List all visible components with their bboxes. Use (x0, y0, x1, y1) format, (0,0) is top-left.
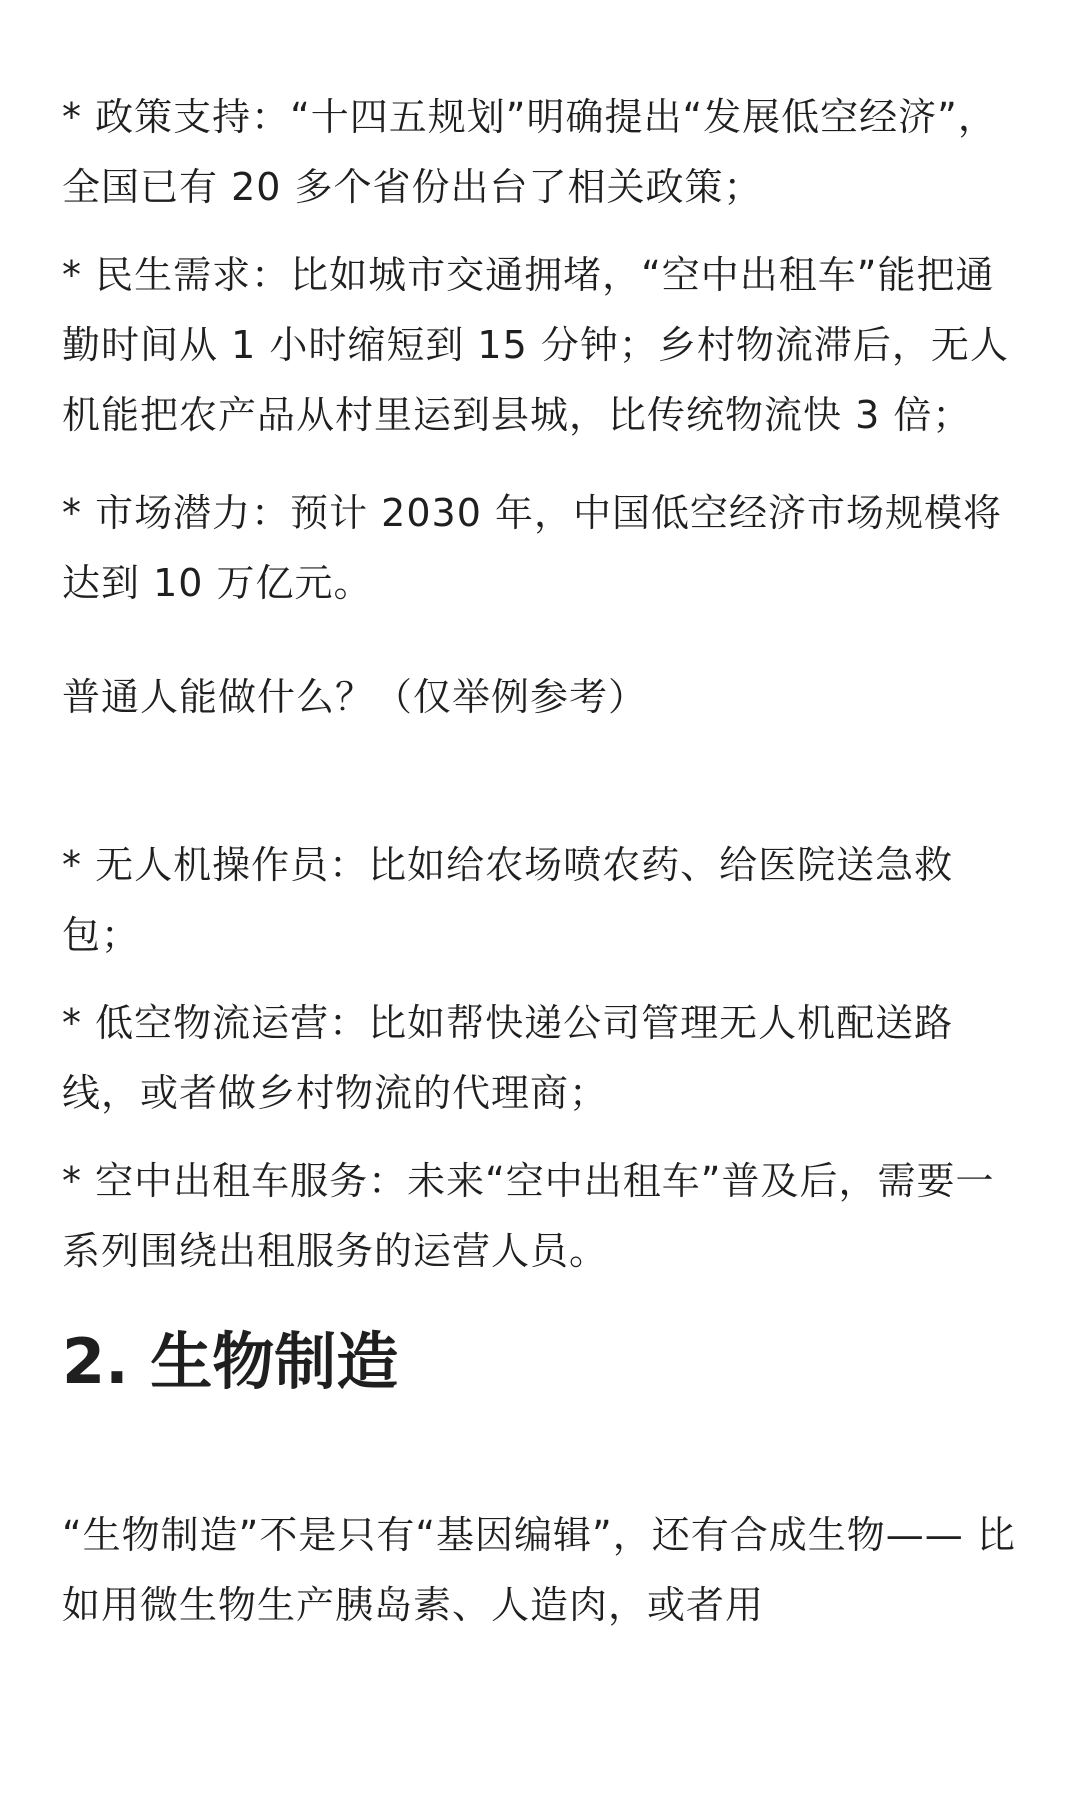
intro-paragraph: “生物制造”不是只有“基因编辑”，还有合成生物—— 比如用微生物生产胰岛素、人造肉，或者用 (62, 1513, 1016, 1627)
bullet-policy-support: * 政策支持：“十四五规划”明确提出“发展低空经济”，全国已有 20 多个省份出台了相关政策； (62, 95, 997, 209)
bullet-low-altitude-logistics: * 低空物流运营：比如帮快递公司管理无人机配送路线，或者做乡村物流的代理商； (62, 1001, 954, 1115)
bullet-market-potential: * 市场潜力：预计 2030 年，中国低空经济市场规模将达到 10 万亿元。 (62, 491, 1002, 605)
bullet-livelihood-demand: * 民生需求：比如城市交通拥堵，“空中出租车”能把通勤时间从 1 小时缩短到 15 分钟；乡村物流滞后，无人机能把农产品从村里运到县城，比传统物流快 3 倍； (62, 253, 1009, 437)
bullet-air-taxi-service: * 空中出租车服务：未来“空中出租车”普及后，需要一系列围绕出租服务的运营人员。 (62, 1159, 995, 1273)
question-paragraph: 普通人能做什么？（仅举例参考） (62, 675, 648, 719)
bullet-drone-operator: * 无人机操作员：比如给农场喷农药、给医院送急救包； (62, 843, 954, 957)
section-heading: 2. 生物制造 (62, 1325, 399, 1398)
